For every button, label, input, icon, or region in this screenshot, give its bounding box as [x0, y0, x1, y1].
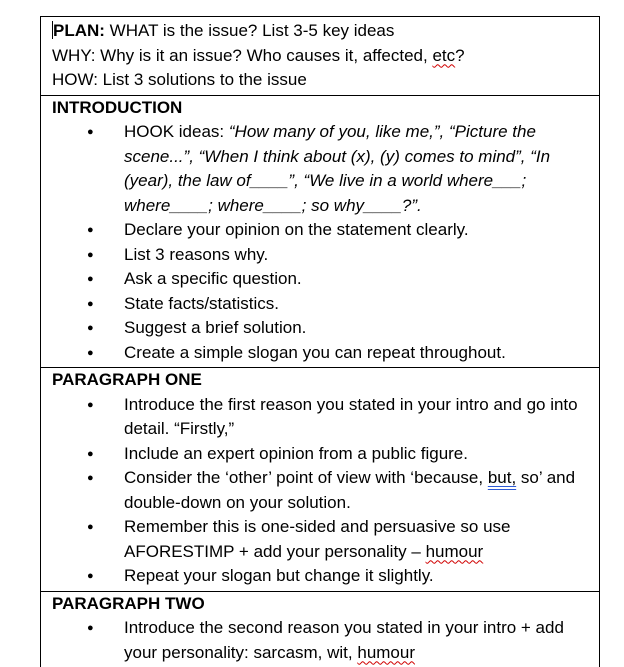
- plan-line: [52, 19, 599, 44]
- paragraph-two-cell[interactable]: [41, 591, 600, 667]
- planning-table: [40, 16, 600, 667]
- list-item: ● Suggest a brief solution.: [52, 316, 599, 341]
- list-item: [52, 515, 599, 564]
- paragraph-one-row: [41, 368, 600, 592]
- bullet-text: so’ and double-down on your solution.: [124, 468, 576, 512]
- list-item-hook: [52, 120, 599, 218]
- paragraph-two-list: [52, 616, 599, 665]
- paragraph-two-row: [41, 591, 600, 667]
- paragraph-one-heading: PARAGRAPH ONE: [52, 370, 202, 389]
- spelling-flagged-etc[interactable]: etc: [432, 45, 456, 65]
- bullet-text: Consider the ‘other’ point of view with ‘because,: [124, 468, 488, 487]
- plan-text: WHAT is the issue? List 3-5 key ideas: [104, 21, 395, 40]
- hook-text: “How many of you, like me,”, “Picture the scene...”, “When I think about (x), (y) comes to mind”, “In (year), the law of____”, “We live in a world where___; where____; where____; so why____?”.: [124, 122, 551, 215]
- paragraph-one-cell[interactable]: [41, 368, 600, 592]
- plan-row: [41, 17, 600, 96]
- list-item: ● List 3 reasons why.: [52, 243, 599, 268]
- why-text-end: ?: [455, 45, 465, 65]
- hook-label: HOOK ideas:: [124, 122, 229, 141]
- list-item: ● Include an expert opinion from a public figure.: [52, 442, 599, 467]
- list-item: ● Create a simple slogan you can repeat throughout.: [52, 341, 599, 366]
- list-item: ● Repeat your slogan but change it slightly.: [52, 564, 599, 589]
- list-item: [52, 616, 599, 665]
- list-item: ● Introduce the first reason you stated in your intro and go into detail. “Firstly,”: [52, 393, 599, 442]
- spelling-flagged-humour[interactable]: humour: [425, 541, 484, 561]
- list-item: [52, 466, 599, 515]
- bullet-text: Remember this is one-sided and persuasive so use AFORESTIMP + add your personality –: [124, 517, 511, 561]
- paragraph-one-list: [52, 393, 599, 589]
- why-line: [52, 44, 599, 69]
- plan-label: PLAN:: [53, 21, 105, 40]
- list-item: ● Declare your opinion on the statement clearly.: [52, 218, 599, 243]
- grammar-flagged-but[interactable]: but,: [487, 468, 517, 487]
- why-text: WHY: Why is it an issue? Who causes it, affected,: [52, 45, 433, 65]
- how-line: HOW: List 3 solutions to the issue: [52, 70, 307, 89]
- list-item: ● Ask a specific question.: [52, 267, 599, 292]
- list-item: ● State facts/statistics.: [52, 292, 599, 317]
- plan-cell[interactable]: [41, 17, 600, 96]
- introduction-cell[interactable]: [41, 95, 600, 368]
- introduction-row: [41, 95, 600, 368]
- introduction-heading: INTRODUCTION: [52, 97, 183, 117]
- introduction-list: [52, 120, 599, 365]
- bullet-text: Introduce the second reason you stated in your intro + add your personality: sarcasm, wit,: [124, 618, 564, 662]
- paragraph-two-heading: PARAGRAPH TWO: [52, 593, 205, 613]
- spelling-flagged-humour[interactable]: humour: [357, 642, 415, 662]
